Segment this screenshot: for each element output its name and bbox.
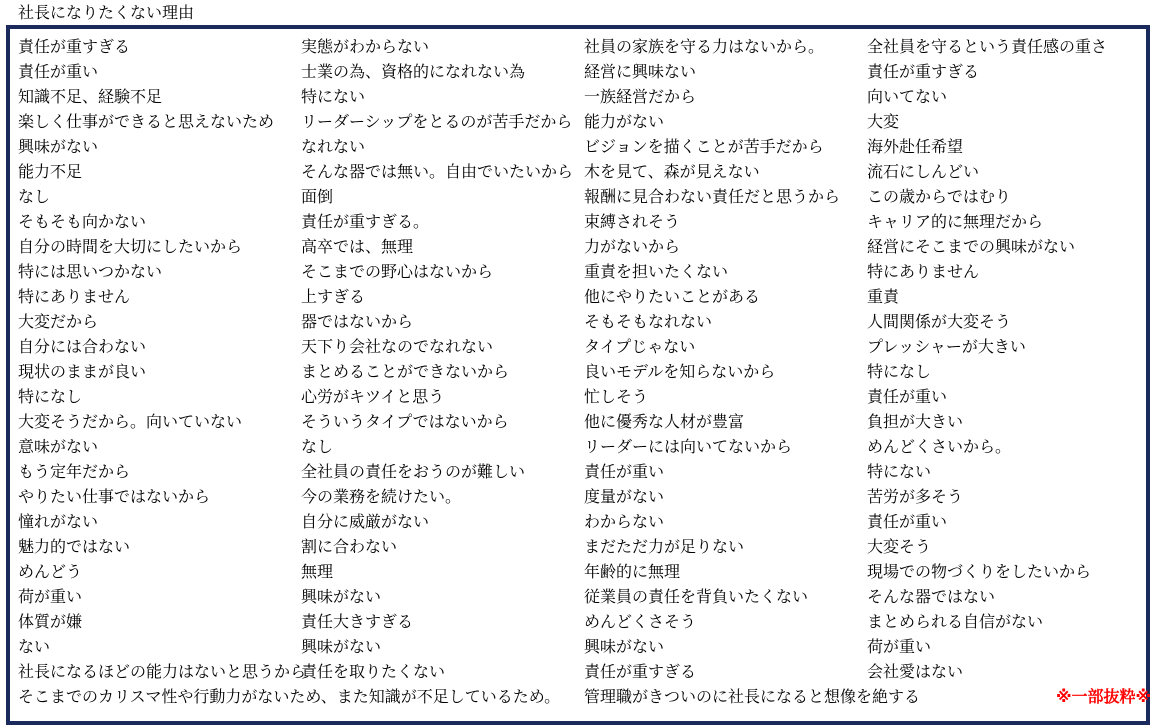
reason-wide-left: そこまでのカリスマ性や行動力がないため、また知識が不足しているため。 (18, 687, 561, 706)
reason-cell: 向いてない (867, 87, 948, 106)
reason-cell: 自分の時間を大切にしたいから (18, 237, 243, 256)
reason-cell: そんな器ではない (867, 587, 996, 606)
reasons-table (6, 25, 1150, 725)
reason-cell: 器ではないから (301, 312, 414, 331)
reason-cell: 憧れがない (18, 512, 99, 531)
reason-cell: 社員の家族を守る力はないから。 (584, 37, 825, 56)
reason-cell: 良いモデルを知らないから (584, 362, 776, 381)
reason-cell: 能力不足 (18, 162, 83, 181)
reason-cell: 経営にそこまでの興味がない (867, 237, 1076, 256)
reason-cell: 面倒 (301, 187, 334, 206)
reason-cell: 苦労が多そう (867, 487, 964, 506)
reason-cell: 興味がない (18, 137, 99, 156)
reason-cell: 興味がない (301, 587, 382, 606)
reason-cell: 自分に威厳がない (301, 512, 430, 531)
reason-cell: そんな器では無い。自由でいたいから (301, 162, 574, 181)
reason-cell: めんどくさいから。 (867, 437, 1012, 456)
reason-cell: そもそも向かない (18, 212, 147, 231)
reason-cell: 楽しく仕事ができると思えないため (18, 112, 275, 131)
reason-cell: 他にやりたいことがある (584, 287, 761, 306)
reason-cell: 一族経営だから (584, 87, 697, 106)
reason-cell: 士業の為、資格的になれない為 (301, 62, 526, 81)
reason-cell: 荷が重い (18, 587, 83, 606)
reason-cell: やりたい仕事ではないから (18, 487, 211, 506)
reason-cell: 大変そう (867, 537, 932, 556)
reason-cell: 従業員の責任を背負いたくない (584, 587, 809, 606)
reason-cell: この歳からではむり (867, 187, 1011, 206)
reason-cell: まとめることができないから (301, 362, 510, 381)
reason-cell: 特には思いつかない (18, 262, 163, 281)
reason-cell: 今の業務を続けたい。 (301, 487, 462, 506)
reason-cell: 流石にしんどい (867, 162, 980, 181)
reason-cell: 度量がない (584, 487, 665, 506)
reason-cell: 現状のままが良い (18, 362, 147, 381)
reason-cell: 責任大きすぎる (301, 612, 414, 631)
reason-cell: リーダーには向いてないから (584, 437, 793, 456)
reason-cell: 上すぎる (301, 287, 366, 306)
reason-cell: リーダーシップをとるのが苦手だから (301, 112, 573, 131)
reason-cell: 大変そうだから。向いていない (18, 412, 243, 431)
reason-cell: 現場での物づくりをしたいから (867, 562, 1092, 581)
reason-cell: そういうタイプではないから (301, 412, 509, 431)
reason-cell: 責任が重い (867, 512, 948, 531)
reason-cell: 大変だから (18, 312, 99, 331)
reason-cell: めんどう (18, 562, 83, 581)
reason-cell: 社長になるほどの能力はないと思うから (18, 662, 307, 681)
reason-cell: 木を見て、森が見えない (584, 162, 760, 181)
reason-cell: 責任が重すぎる (584, 662, 697, 681)
reason-cell: 海外赴任希望 (867, 137, 964, 156)
reason-cell: 経営に興味ない (584, 62, 697, 81)
reason-cell: 責任が重い (867, 387, 948, 406)
reason-cell: 特になし (867, 362, 932, 381)
reason-cell: 責任を取りたくない (301, 662, 446, 681)
reason-cell: 心労がキツイと思う (301, 387, 445, 406)
reason-cell: 責任が重い (18, 62, 99, 81)
reason-cell: 興味がない (301, 637, 382, 656)
reason-cell: 全社員を守るという責任感の重さ (867, 37, 1108, 56)
reason-cell: もう定年だから (18, 462, 131, 481)
reason-cell: キャリア的に無理だから (867, 212, 1044, 231)
reason-cell: タイプじゃない (584, 337, 696, 356)
excerpt-note: ※一部抜粋※ (1056, 687, 1151, 706)
reason-cell: 意味がない (18, 437, 99, 456)
reason-cell: 知識不足、経験不足 (18, 87, 163, 106)
reason-cell: なし (301, 437, 334, 456)
reason-cell: そもそもなれない (584, 312, 713, 331)
reason-cell: 人間関係が大変そう (867, 312, 1012, 331)
reason-cell: ない (18, 637, 51, 656)
reason-cell: 責任が重い (584, 462, 665, 481)
reason-cell: 他に優秀な人材が豊富 (584, 412, 745, 431)
reason-cell: なれない (301, 137, 366, 156)
reason-cell: 特にない (301, 87, 366, 106)
reason-cell: まだただ力が足りない (584, 537, 745, 556)
reason-cell: 荷が重い (867, 637, 932, 656)
reason-cell: 魅力的ではない (18, 537, 131, 556)
reason-cell: ビジョンを描くことが苦手だから (584, 137, 824, 156)
reason-cell: 特にありません (18, 287, 131, 306)
reason-cell: 能力がない (584, 112, 665, 131)
reason-cell: 特になし (18, 387, 83, 406)
reason-cell: 忙しそう (584, 387, 649, 406)
reason-cell: わからない (584, 512, 665, 531)
reason-cell: 報酬に見合わない責任だと思うから (584, 187, 841, 206)
reason-cell: 力がないから (584, 237, 681, 256)
reason-cell: 無理 (301, 562, 334, 581)
reason-cell: 天下り会社なのでなれない (301, 337, 494, 356)
reason-cell: 責任が重すぎる。 (301, 212, 430, 231)
reason-cell: 興味がない (584, 637, 665, 656)
reason-cell: 会社愛はない (867, 662, 964, 681)
reason-cell: 束縛されそう (584, 212, 681, 231)
reason-cell: 体質が嫌 (18, 612, 83, 631)
reason-cell: まとめられる自信がない (867, 612, 1044, 631)
reason-cell: 責任が重すぎる (18, 37, 131, 56)
reason-cell: 重責 (867, 287, 900, 306)
reason-cell: なし (18, 187, 51, 206)
reason-cell: 特にありません (867, 262, 980, 281)
reason-cell: 年齢的に無理 (584, 562, 681, 581)
reason-cell: めんどくさそう (584, 612, 697, 631)
reason-cell: 負担が大きい (867, 412, 964, 431)
reason-cell: そこまでの野心はないから (301, 262, 494, 281)
reason-cell: 実態がわからない (301, 37, 430, 56)
reason-cell: 特にない (867, 462, 932, 481)
reason-cell: 大変 (867, 112, 900, 131)
page-title: 社長になりたくない理由 (18, 3, 195, 22)
reason-cell: 自分には合わない (18, 337, 147, 356)
reason-cell: 高卒では、無理 (301, 237, 414, 256)
reason-wide-right: 管理職がきついのに社長になると想像を絶する (584, 687, 921, 706)
reason-cell: 全社員の責任をおうのが難しい (301, 462, 526, 481)
reason-cell: プレッシャーが大きい (867, 337, 1026, 356)
reason-cell: 割に合わない (301, 537, 398, 556)
reason-cell: 責任が重すぎる (867, 62, 980, 81)
reason-cell: 重責を担いたくない (584, 262, 729, 281)
